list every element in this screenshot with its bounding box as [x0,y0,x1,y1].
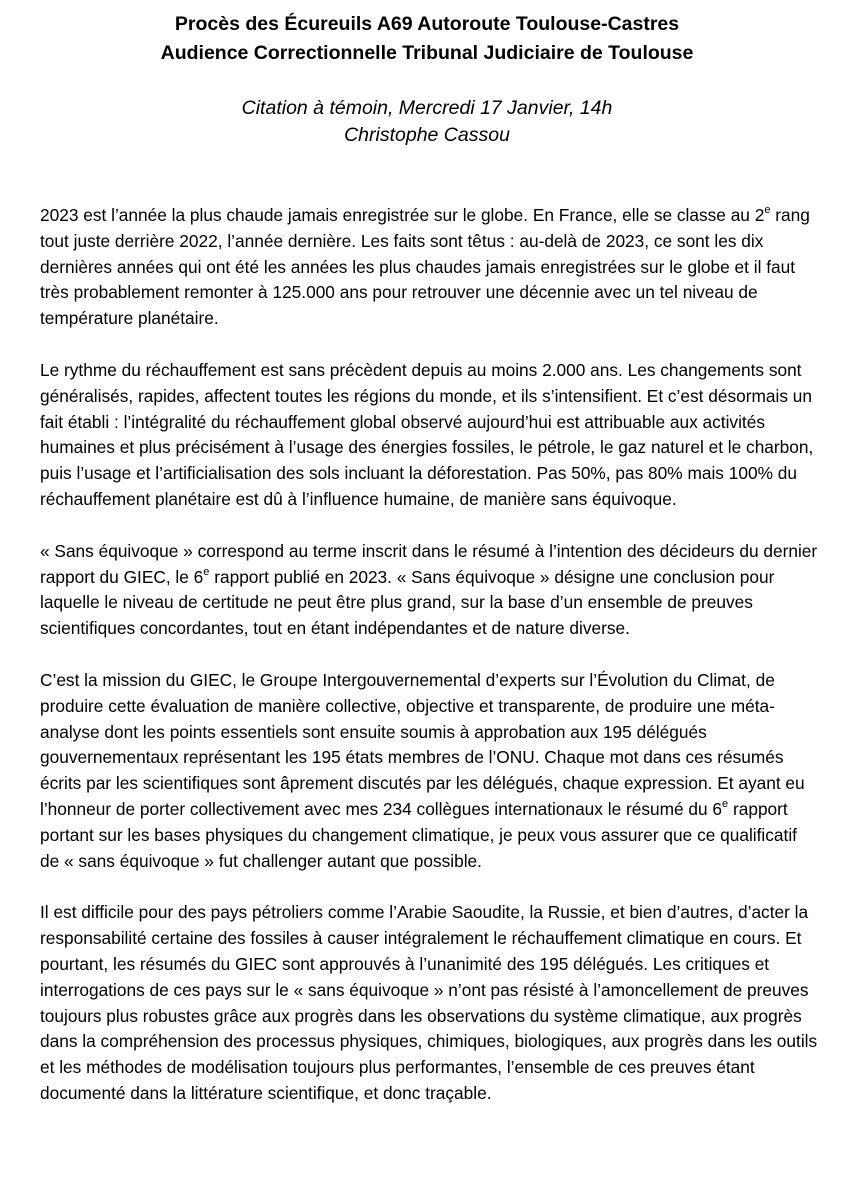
paragraph-3-part-a: « Sans équivoque » correspond au terme inscrit dans le résumé à l’intention des décideurs du dernier rapport du GIEC, le 6 [40,540,818,587]
ordinal-superscript: e [203,565,210,578]
document-body [40,203,820,1133]
paragraph-4-part-a: C’est la mission du GIEC, le Groupe Intergouvernemental d’experts sur l’Évolution du Climat, de produire cette évaluation de manière collective, objective et transparente, de produire une méta-analyse dont les points essentiels sont ensuite soumis à approbation aux 195 délégués gouvernementaux représentant les 195 états membres de l’ONU. Chaque mot dans ces résumés écrits par les scientifiques sont âprement discutés par les délégués, chaque expression. Et ayant eu l’honneur de porter collectivement avec mes 234 collègues internationaux le résumé du 6 [40,669,805,819]
paragraph-1-part-a: 2023 est l’année la plus chaude jamais enregistrée sur le globe. En France, elle se classe au 2 [40,205,765,225]
paragraph-2: Le rythme du réchauffement est sans précèdent depuis au moins 2.000 ans. Les changements sont généralisés, rapides, affectent toutes les régions du monde, et ils s’intensifient. Et c’est désormais un fait établi : l’intégralité du réchauffement global observé aujourd’hui est attribuable aux activités humaines et plus précisément à l’usage des énergies fossiles, le pétrole, le gaz naturel et le charbon, puis l’usage et l’artificialisation des sols incluant la déforestation. Pas 50%, pas 80% mais 100% du réchauffement planétaire est dû à l’influence humaine, de manière sans équivoque. [40,359,814,509]
ordinal-superscript: e [764,204,771,217]
paragraph-4-part-b: rapport portant sur les bases physiques du changement climatique, je peux vous assurer que ce qualificatif de « sans équivoque » fut challenger autant que possible. [40,798,797,871]
document-subtitle [0,95,854,149]
paragraph-1 [40,203,820,332]
paragraph-3-part-b: rapport publié en 2023. « Sans équivoque » désigne une conclusion pour laquelle le niveau de certitude ne peut être plus grand, sur la base d’un ensemble de preuves scientifiques concordantes, tout en étant indépendantes et de nature diverse. [40,566,775,639]
title-line-2: Audience Correctionnelle Tribunal Judiciaire de Toulouse [160,42,694,64]
paragraph-5: Il est difficile pour des pays pétroliers comme l’Arabie Saoudite, la Russie, et bien d’autres, d’acter la responsabilité certaine des fossiles à causer intégralement le réchauffement climatique en cours. Et pourtant, les résumés du GIEC sont approuvés à l’unanimité des 195 délégués. Les critiques et interrogations de ces pays sur le « sans équivoque » n’ont pas résisté à l’amoncellement de preuves toujours plus robustes grâce aux progrès dans les observations du système climatique, aux progrès dans la compréhension des processus physiques, chimiques, biologiques, aux progrès dans les outils et les méthodes de modélisation toujours plus performantes, l’ensemble de ces preuves étant documenté dans la littérature scientifique, et donc traçable. [40,902,818,1103]
paragraph-1-part-b: rang tout juste derrière 2022, l’année dernière. Les faits sont têtus : au-delà de 2023, ce sont les dix dernières années qui ont été les années les plus chaudes jamais enregistrées sur le globe et il faut très probablement remonter à 125.000 ans pour retrouver une décennie avec un tel niveau de température planétaire. [40,205,810,329]
paragraph-3 [40,539,820,642]
subtitle-line-1: Citation à témoin, Mercredi 17 Janvier, 14h [241,97,613,119]
title-line-1: Procès des Écureuils A69 Autoroute Toulouse-Castres [174,13,680,35]
author-name: Christophe Cassou [344,124,510,146]
paragraph-4 [40,668,820,874]
document-header [0,10,854,68]
ordinal-superscript: e [722,798,729,811]
